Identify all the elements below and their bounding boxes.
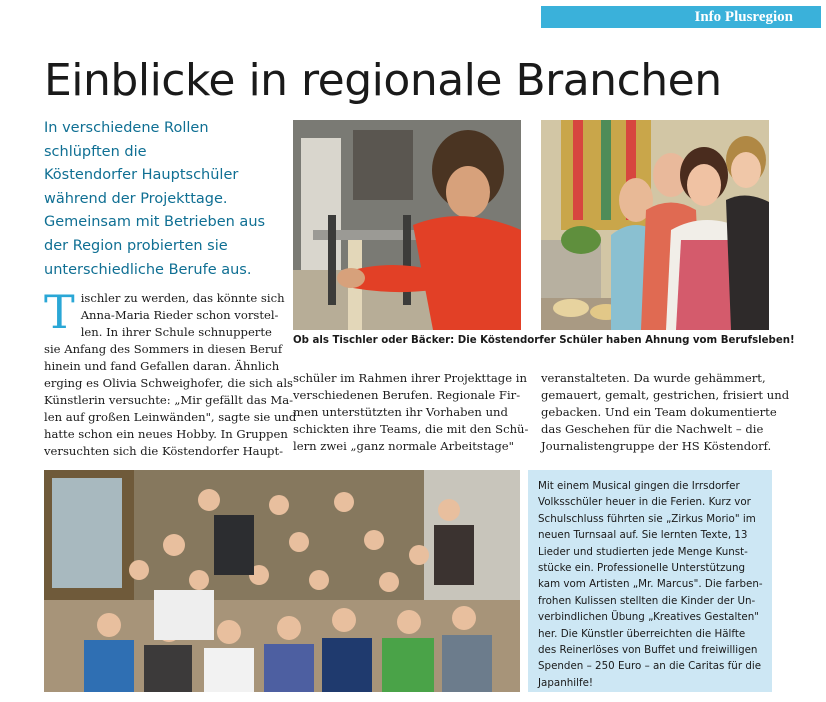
- info-line: kam vom Artisten „Mr. Marcus". Die farben-: [538, 578, 763, 591]
- article-column-2: [293, 370, 529, 455]
- group-photo: [44, 470, 520, 692]
- info-line: stücke ein. Professionelle Unterstützung: [538, 562, 746, 575]
- lead-line: während der Projekttage.: [44, 190, 228, 207]
- lead-line: Gemeinsam mit Betrieben aus: [44, 214, 266, 231]
- info-line: des Reinerlöses von Buffet und freiwilligen: [538, 644, 758, 657]
- column-line: lern zwei „ganz normale Arbeitstage": [293, 439, 515, 453]
- info-line: her. Die Künstler überreichten die Hälfte: [538, 627, 746, 640]
- column-line: verschiedenen Berufen. Regionale Fir-: [293, 388, 521, 402]
- lead-line: Köstendorfer Hauptschüler: [44, 167, 239, 184]
- info-line: Mit einem Musical gingen die Irrsdorfer: [538, 480, 740, 492]
- photo-caption: Ob als Tischler oder Bäcker: Die Köstendorfer Schüler haben Ahnung vom Berufsleben!: [293, 335, 795, 346]
- info-line: Spenden – 250 Euro – an die Caritas für die: [538, 660, 762, 673]
- column-line: das Geschehen für die Nachwelt – die: [541, 422, 764, 436]
- column-line: versuchten sich die Köstendorfer Haupt-: [44, 444, 284, 458]
- lead-line: In verschiedene Rollen: [44, 120, 209, 136]
- info-line: neuen Turnsaal auf. Sie lernten Texte, 13: [538, 529, 748, 542]
- column-line: men unterstützten ihr Vorhaben und: [293, 405, 508, 419]
- column-line: hatte schon ein neues Hobby. In Gruppen: [44, 427, 288, 441]
- info-line: Lieder und studierten jede Menge Kunst-: [538, 545, 748, 558]
- column-line: schüler im Rahmen ihrer Projekttage in: [293, 371, 527, 385]
- column-line: sie Anfang des Sommers in diesen Beruf: [44, 342, 283, 356]
- column-line: len. In ihrer Schule schnupperte: [80, 325, 272, 339]
- column-line: schickten ihre Teams, die mit den Schü-: [293, 422, 529, 436]
- lead-line: der Region probierten sie: [44, 237, 228, 254]
- column-line: erging es Olivia Schweighofer, die sich als: [44, 376, 293, 390]
- drop-cap: T: [44, 285, 75, 339]
- info-line: Japanhilfe!: [538, 676, 594, 689]
- column-line: len auf großen Leinwänden", sagte sie und: [44, 410, 297, 424]
- info-line: frohen Kulissen stellten die Kinder der Un-: [538, 594, 756, 607]
- article-column-1: [44, 285, 297, 460]
- info-line: verbindlichen Übung „Kreatives Gestalten": [538, 611, 759, 624]
- column-line: veranstalteten. Da wurde gehämmert,: [541, 371, 766, 385]
- lead-paragraph: [44, 117, 280, 282]
- info-line: Schulschluss führten sie „Zirkus Morio" im: [538, 512, 756, 525]
- bakery-photo: [541, 120, 769, 330]
- carpentry-photo: [293, 120, 521, 330]
- region-tag: Info Plusregion: [541, 6, 821, 28]
- info-line: Volksschüler heuer in die Ferien. Kurz vor: [538, 496, 751, 509]
- first-line: ischler zu werden, das könnte sich: [80, 291, 285, 305]
- column-line: hinein und fand Gefallen daran. Ähnlich: [44, 359, 280, 373]
- column-line: gemauert, gemalt, gestrichen, frisiert und: [541, 388, 790, 402]
- column-line: Journalistengruppe der HS Köstendorf.: [541, 439, 772, 453]
- lead-line: unterschiedliche Berufe aus.: [44, 261, 252, 278]
- lead-line: schlüpften die: [44, 143, 147, 160]
- column-line: Künstlerin versuchte: „Mir gefällt das Ma-: [44, 393, 294, 407]
- article-column-3: [541, 370, 790, 455]
- column-line: gebacken. Und ein Team dokumentierte: [541, 405, 777, 419]
- info-box: [528, 470, 772, 692]
- headline: Einblicke in regionale Branchen: [44, 55, 722, 106]
- column-line: Anna-Maria Rieder schon vorstel-: [80, 308, 279, 322]
